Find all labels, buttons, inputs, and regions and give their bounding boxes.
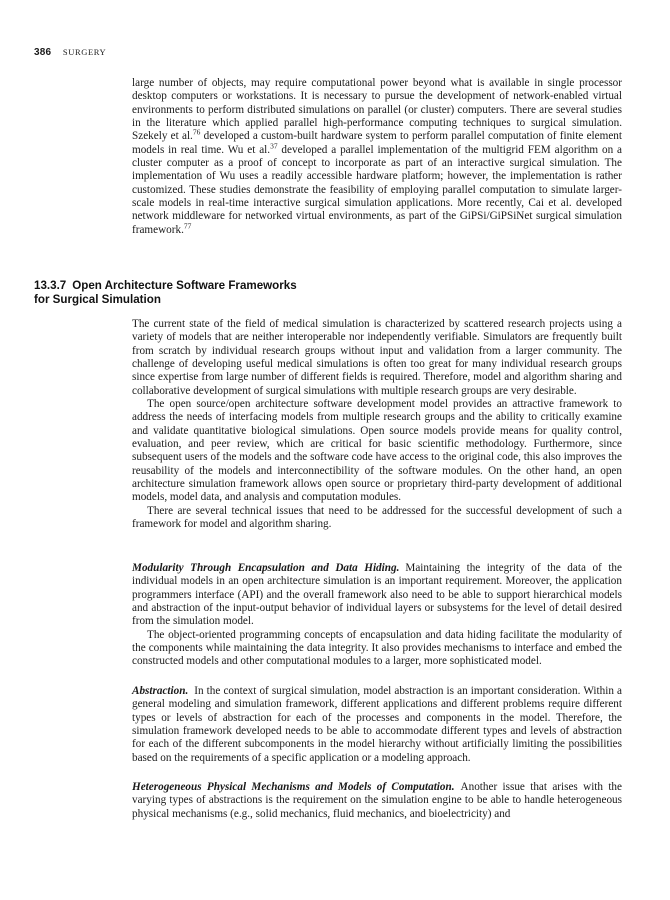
reference-superscript: 76 <box>192 127 201 137</box>
section-number: 13.3.7 <box>34 279 67 292</box>
running-header <box>34 47 106 58</box>
reference-superscript: 37 <box>270 140 278 150</box>
heterogeneous-block <box>132 781 622 821</box>
abstraction-block <box>132 685 622 765</box>
section-paragraph: There are several technical issues that need to be addressed for the successful development of such a framework for model and algorithm sharing. <box>132 504 622 531</box>
running-title: SURGERY <box>62 47 107 57</box>
intro-paragraph: large number of objects, may require computational power beyond what is available in single processor desktop computers or workstations. It is necessary to pursue the development of network-enabled virtual environments to perform distributed simulations on parallel (or cluster) computers. There are several studies in the literature which applied parallel high-performance computing techniques to surgical simulation. Szekely et al.$^{76}$ developed a custom-built hardware system to perform parallel computation of finite element models in real time. Wu et al.$^{37}$ developed a parallel implementation of the multigrid FEM algorithm on a cluster computer as a proof of concept to incorporate as part of an interactive surgical simulation. The implementation of Wu uses a readily accessible hardware platform; however, the implementation is rather customized. These studies demonstrate the feasibility of employing parallel computation to simulate larger-scale models in real-time interactive surgical simulation applications. More recently, Cai et al. developed network middleware for networked virtual environments, as part of the GiPSi/GiPSiNet surgical simulation framework.$^{77}$ <box>132 77 623 236</box>
modularity-paragraph: The object-oriented programming concepts of encapsulation and data hiding facilitate the modularity of the components while maintaining the data integrity. It also provides mechanisms to interface and embed the constructed models and other computational modules to a larger, more sophisticated model. <box>132 628 622 668</box>
reference-superscript: 77 <box>183 221 192 231</box>
abstraction-paragraph: Abstraction. In the context of surgical simulation, model abstraction is an important consideration. Within a general modeling and simulation framework, different applications and different problems require different types or levels of abstraction for each of the processes and components in the model. Therefore, the simulation framework developed needs to be able to accommodate different types and levels of abstraction for each of the different subcomponents in the model hierarchy without artificially limiting the possibilities based on the requirements of a specific application or a modeling approach. <box>132 685 622 764</box>
section-paragraph: The current state of the field of medical simulation is characterized by scattered research projects using a variety of models that are neither interoperable nor independently verifiable. Simulators are frequently built from scratch by individual research groups without input and validation from a larger community. The challenge of developing useful medical simulations is often too great for many individual research groups since expertise from large number of different fields is required. Therefore, model and algorithm sharing and collaborative development of surgical simulations with multiple research groups are very desirable. <box>132 318 622 397</box>
modularity-paragraph: Modularity Through Encapsulation and Data Hiding. Maintaining the integrity of the data of the individual models in an open architecture simulation is an important requirement. Moreover, the application programmers interface (API) and the overall framework also need to be able to support hierarchical models and abstraction of the input-output behavior of individual layers or subsystems for the level of detail desired from the simulation model. <box>132 562 622 628</box>
section-paragraph: The open source/open architecture software development model provides an attractive framework to address the needs of interfacing models from multiple research groups and the ability to critically examine and validate quantitative biological simulations. Open source models provide means for quality control, evaluation, and peer review, which are critical for basic scientific methodology. Furthermore, since subsequent users of the models and the software code have access to the original code, this also improves the reusability of the models and interconnectibility of the software modules. On the other hand, an open architecture simulation framework allows open source or proprietary third-party development of additional models, model data, and analysis and computation modules. <box>132 398 622 504</box>
section-heading <box>34 279 297 307</box>
section-body <box>132 318 622 532</box>
page-number: 386 <box>34 47 52 58</box>
modularity-block <box>132 562 622 669</box>
heterogeneous-heading: Heterogeneous Physical Mechanisms and Models of Computation. <box>132 781 455 793</box>
section-title-line2: for Surgical Simulation <box>34 293 161 306</box>
intro-block <box>132 77 622 237</box>
heterogeneous-paragraph: Heterogeneous Physical Mechanisms and Models of Computation. Another issue that arises with the varying types of abstractions is the requirement on the simulation engine to be able to handle heterogeneous physical mechanisms (e.g., solid mechanics, fluid mechanics, and bioelectricity) and <box>132 781 622 820</box>
section-title-line1: Open Architecture Software Frameworks <box>72 279 297 292</box>
modularity-heading: Modularity Through Encapsulation and Data Hiding. <box>132 562 400 574</box>
abstraction-heading: Abstraction. <box>132 685 189 697</box>
